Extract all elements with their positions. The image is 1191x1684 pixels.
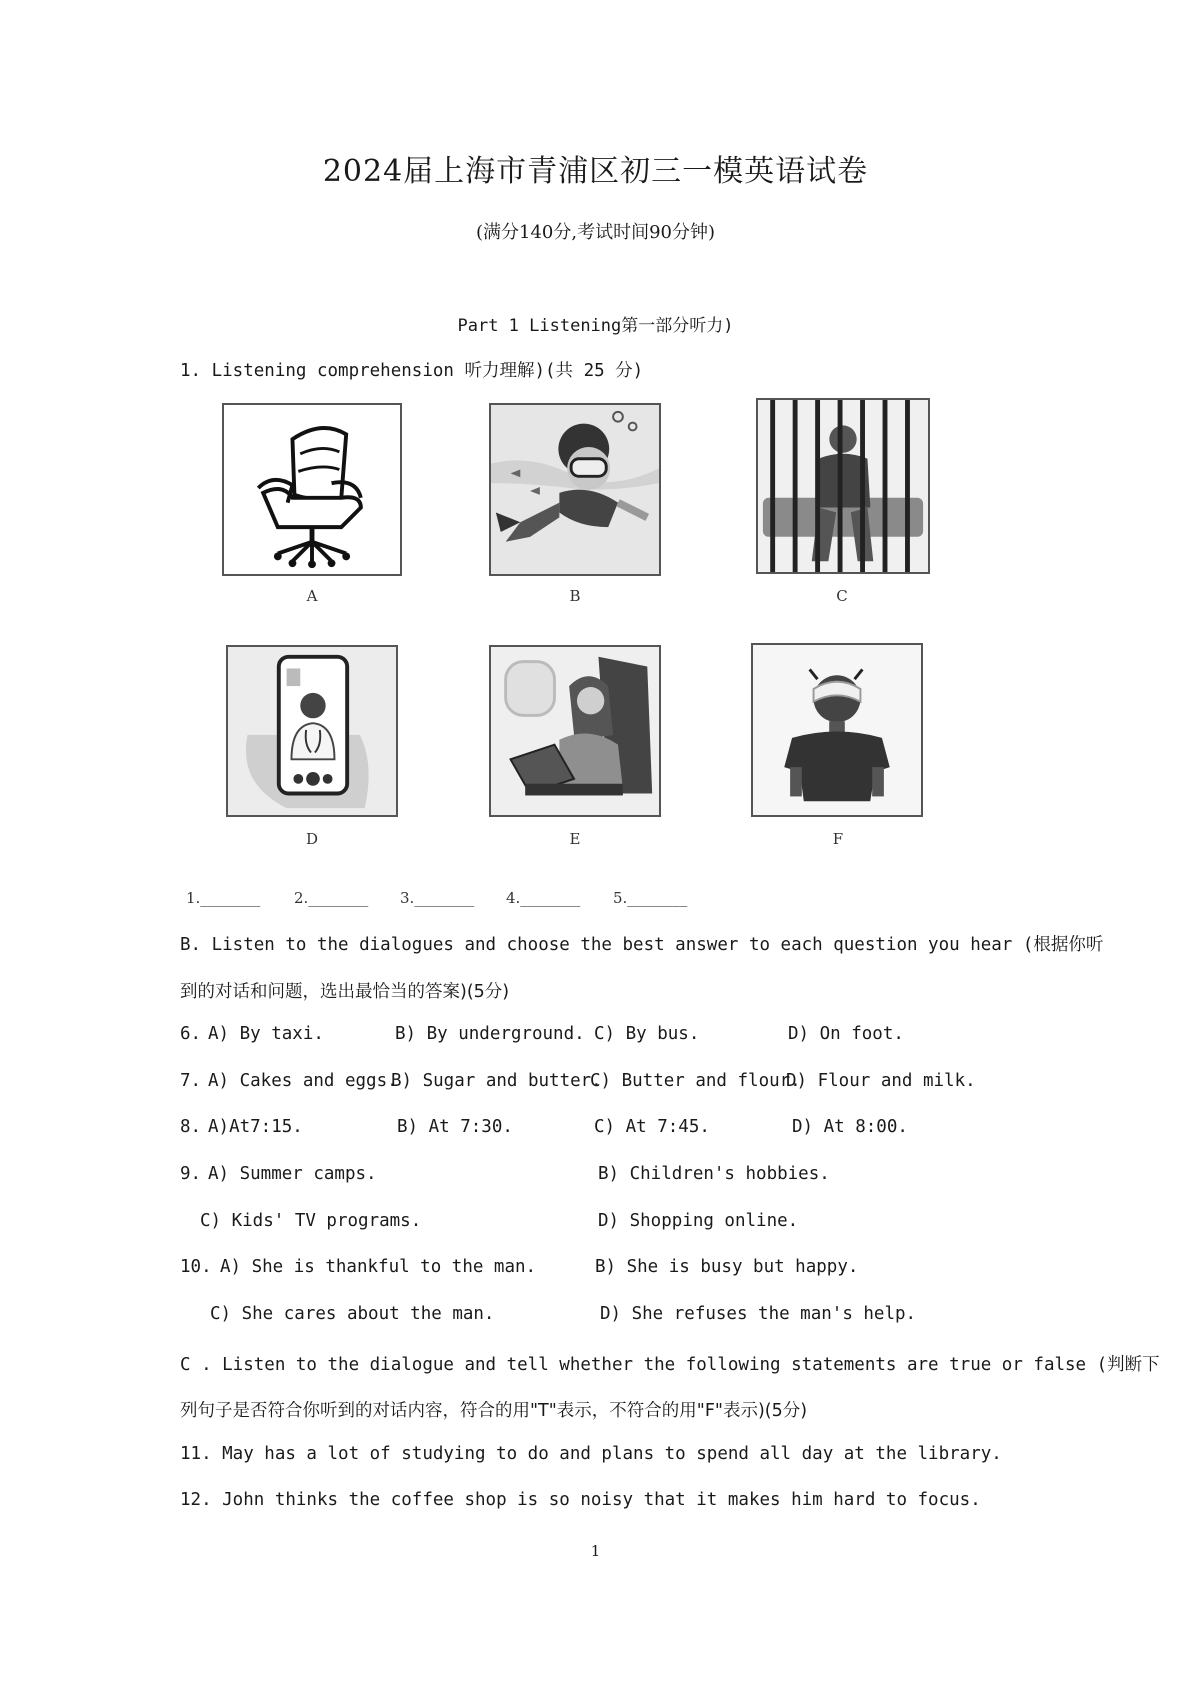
q9-option-a: A) Summer camps. bbox=[208, 1164, 377, 1184]
page-number: 1 bbox=[590, 1542, 601, 1560]
section-b-line2: 到的对话和问题，选出最恰当的答案)(5分) bbox=[180, 982, 510, 1002]
q7-option-d: D) Flour and milk. bbox=[786, 1071, 976, 1091]
q9-option-b: B) Children's hobbies. bbox=[598, 1164, 830, 1184]
picture-d bbox=[226, 645, 398, 817]
picture-d-label: D bbox=[305, 830, 319, 848]
part1-heading: Part 1 Listening第一部分听力) bbox=[457, 316, 734, 336]
q9-option-d: D) Shopping online. bbox=[598, 1211, 799, 1231]
picture-f-label: F bbox=[832, 830, 844, 848]
q7-option-c: C) Butter and flour. bbox=[590, 1071, 801, 1091]
q7-option-a: A) Cakes and eggs. bbox=[208, 1071, 398, 1091]
q10-number: 10. bbox=[180, 1257, 212, 1277]
exam-subtitle: (满分140分,考试时间90分钟) bbox=[475, 222, 716, 243]
picture-b bbox=[489, 403, 661, 576]
exam-title: 2024届上海市青浦区初三一模英语试卷 bbox=[322, 154, 869, 189]
section-c-line2: 列句子是否符合你听到的对话内容，符合的用"T"表示，不符合的用"F"表示)(5分) bbox=[180, 1401, 808, 1421]
q8-number: 8. bbox=[180, 1117, 202, 1137]
q6-option-a: A) By taxi. bbox=[208, 1024, 324, 1044]
q8-option-a: A)At7:15. bbox=[208, 1117, 303, 1137]
q11-statement: 11. May has a lot of studying to do and plans to spend all day at the library. bbox=[180, 1444, 1002, 1464]
q6-option-b: B) By underground. bbox=[395, 1024, 585, 1044]
picture-c-label: C bbox=[836, 587, 848, 605]
snorkeling-boy-icon bbox=[491, 405, 659, 574]
q10-option-d: D) She refuses the man's help. bbox=[600, 1304, 917, 1324]
picture-a-label: A bbox=[306, 587, 318, 605]
q8-option-d: D) At 8:00. bbox=[792, 1117, 908, 1137]
q10-option-a: A) She is thankful to the man. bbox=[220, 1257, 537, 1277]
picture-e bbox=[489, 645, 661, 817]
section-a-heading: 1. Listening comprehension 听力理解)(共 25 分) bbox=[180, 361, 644, 381]
q12-statement: 12. John thinks the coffee shop is so noisy that it makes him hard to focus. bbox=[180, 1490, 981, 1510]
q10-option-b: B) She is busy but happy. bbox=[595, 1257, 859, 1277]
q7-option-b: B) Sugar and butter. bbox=[391, 1071, 602, 1091]
answer-blank-5[interactable]: 5.________ bbox=[613, 889, 688, 907]
section-c-line1: C . Listen to the dialogue and tell whether the following statements are true or false (判断下 bbox=[180, 1355, 1160, 1375]
picture-e-label: E bbox=[569, 830, 581, 848]
picture-f bbox=[751, 643, 923, 817]
answer-blank-1[interactable]: 1.________ bbox=[186, 889, 261, 907]
picture-a bbox=[222, 403, 402, 576]
q7-number: 7. bbox=[180, 1071, 202, 1091]
office-chair-icon bbox=[224, 405, 400, 574]
q8-option-c: C) At 7:45. bbox=[594, 1117, 710, 1137]
woman-laptop-plane-icon bbox=[491, 647, 659, 815]
picture-c bbox=[756, 398, 930, 574]
q6-option-d: D) On foot. bbox=[788, 1024, 904, 1044]
man-behind-bars-icon bbox=[758, 400, 928, 572]
q10-option-c: C) She cares about the man. bbox=[210, 1304, 495, 1324]
answer-blank-3[interactable]: 3.________ bbox=[400, 889, 475, 907]
q9-option-c: C) Kids' TV programs. bbox=[200, 1211, 422, 1231]
q9-number: 9. bbox=[180, 1164, 202, 1184]
q6-number: 6. bbox=[180, 1024, 202, 1044]
doctor-video-call-icon bbox=[228, 647, 396, 815]
picture-b-label: B bbox=[569, 587, 581, 605]
answer-blank-2[interactable]: 2.________ bbox=[294, 889, 369, 907]
q8-option-b: B) At 7:30. bbox=[397, 1117, 513, 1137]
answer-blank-4[interactable]: 4.________ bbox=[506, 889, 581, 907]
section-b-line1: B. Listen to the dialogues and choose the best answer to each question you hear (根据你听 bbox=[180, 935, 1104, 955]
q6-option-c: C) By bus. bbox=[594, 1024, 700, 1044]
injured-head-man-icon bbox=[753, 645, 921, 815]
